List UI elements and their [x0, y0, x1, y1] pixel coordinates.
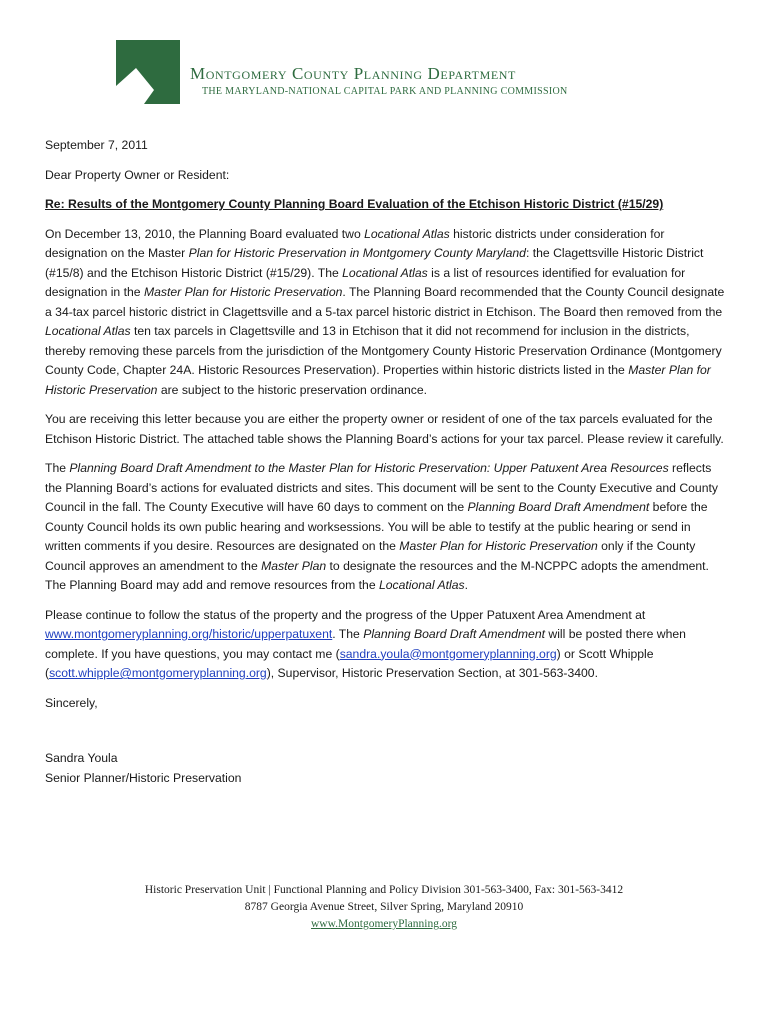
paragraph-3: The Planning Board Draft Amendment to the Master Plan for Historic Preservation: Upper Patuxent Area Resources reflects the Planning Board’s actions for evaluated districts and sites. This document will be sent to the County Executive and County Council in the fall. The County Executive will have 60 days to comment on the Planning Board Draft Amendment before the County Council holds its own public hearing and worksessions. You will be able to testify at the public hearing or send in written comments if you desire. Resources are designated on the Master Plan for Historic Preservation only if the County Council approves an amendment to the Master Plan to designate the resources and the M-NCPPC adopts the amendment. The Planning Board may add and remove resources from the Locational Atlas. [45, 461, 718, 592]
sandra-email-link[interactable]: sandra.youla@montgomeryplanning.org [339, 646, 557, 661]
footer-website-link[interactable]: www.MontgomeryPlanning.org [311, 918, 457, 930]
footer-address: 8787 Georgia Avenue Street, Silver Spring, Maryland 20910 [244, 901, 524, 913]
salutation: Dear Property Owner or Resident: [45, 167, 230, 182]
org-name: Montgomery County Planning Department [190, 64, 516, 83]
paragraph-2: You are receiving this letter because you are either the property owner or resident of one of the tax parcels evaluated for the Etchison Historic District. The attached table shows the Planning Board’s actions for your tax parcel. Please review it carefully. [45, 412, 724, 446]
paragraph-4: Please continue to follow the status of the property and the progress of the Upper Patuxent Area Amendment at www.montgomeryplanning.org/historic/upperpatuxent. The Planning Board Draft Amendment will be posted there when complete. If you have questions, you may contact me (sandra.youla@montgomeryplanning.org) or Scott Whipple (scott.whipple@montgomeryplanning.org), Supervisor, Historic Preservation Section, at 301-563-3400. [45, 607, 686, 680]
mncppc-logo [116, 40, 180, 104]
subject-line: Re: Results of the Montgomery County Planning Board Evaluation of the Etchison Historic District (#15/29) [45, 197, 664, 211]
closing: Sincerely, [45, 695, 98, 710]
scott-email-link[interactable]: scott.whipple@montgomeryplanning.org [49, 666, 267, 680]
footer-contact: Historic Preservation Unit | Functional Planning and Policy Division 301-563-3400, Fax: 301-563-3412 [144, 884, 624, 896]
signer-name: Sandra Youla [45, 751, 118, 765]
paragraph-1: On December 13, 2010, the Planning Board evaluated two Locational Atlas historic districts under consideration for designation on the Master Plan for Historic Preservation in Montgomery County Maryland: the Clagettsville Historic District (#15/8) and the Etchison Historic District (#15/29). The Locational Atlas is a list of resources identified for evaluation for designation in the Master Plan for Historic Preservation. The Planning Board recommended that the County Council designate a 34-tax parcel historic district in Clagettsville and a 5-tax parcel historic district in Etchison. The Board then removed from the Locational Atlas ten tax parcels in Clagettsville and 13 in Etchison that it did not recommend for inclusion in the districts, thereby removing these parcels from the jurisdiction of the Montgomery County Historic Preservation Ordinance (Montgomery County Code, Chapter 24A. Historic Resources Preservation). Properties within historic districts listed in the Master Plan for Historic Preservation are subject to the historic preservation ordinance. [45, 226, 725, 397]
org-subtitle: THE MARYLAND-NATIONAL CAPITAL PARK AND PLANNING COMMISSION [202, 86, 568, 97]
letter-date: September 7, 2011 [45, 138, 148, 152]
footer [0, 882, 768, 933]
signer-title: Senior Planner/Historic Preservation [45, 770, 242, 785]
letter-body [45, 136, 725, 788]
upper-patuxent-link[interactable]: www.montgomeryplanning.org/historic/upperpatuxent [45, 627, 333, 641]
